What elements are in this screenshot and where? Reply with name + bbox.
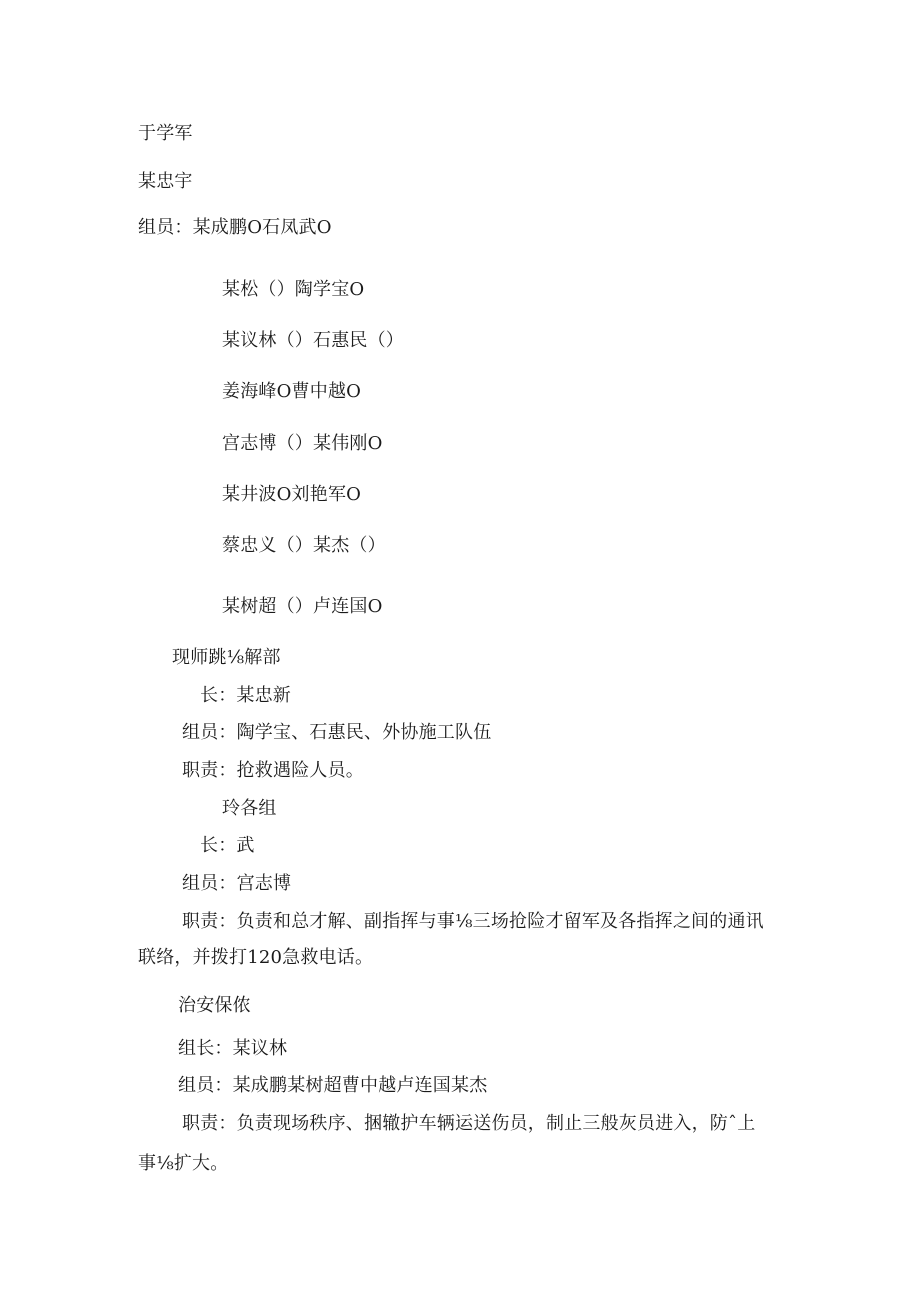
group-duty-continued: 联络，并拨打120急救电话。 (138, 947, 374, 968)
pair-line: 某松（）陶学宝O (222, 279, 365, 300)
group-duty: 职责：负责和总才解、副指挥与事⅛三场抢险才留军及各指挥之间的通讯 (182, 911, 764, 932)
name-line: 某忠宇 (138, 171, 193, 192)
group-duty: 职责：抢救遇险人员。 (182, 760, 364, 781)
pair-line: 蔡忠义（）某杰（） (222, 535, 386, 556)
pair-line: 宫志博（）某伟刚O (222, 433, 383, 454)
group-leader: 长：武 (200, 835, 255, 856)
group-leader: 长：某忠新 (200, 685, 291, 706)
group-duty: 职责：负责现场秩序、捆辙护车辆运送伤员，制止三般灰员进入，防ˆ上 (182, 1113, 756, 1134)
group-members: 组员：宫志博 (182, 873, 292, 894)
name-line: 于学军 (138, 123, 193, 144)
group-leader: 组长：某议林 (178, 1038, 288, 1059)
group-members: 组员：某成鹏某树超曹中越卢连国某杰 (178, 1075, 488, 1096)
group-members: 组员：陶学宝、石惠民、外协施工队伍 (182, 722, 492, 743)
pair-line: 姜海峰O曹中越O (222, 381, 362, 402)
group-duty-continued: 事⅛扩大。 (138, 1153, 229, 1174)
section-heading: 现师跳⅛解部 (172, 647, 281, 668)
pair-line: 某树超（）卢连国O (222, 596, 383, 617)
section-heading: 治安保侬 (178, 995, 251, 1016)
pair-line: 某议林（）石惠民（） (222, 330, 404, 351)
pair-line: 某井波O刘艳军O (222, 484, 362, 505)
members-line: 组员：某成鹏O石凤武O (138, 217, 332, 238)
section-heading: 玲各组 (222, 798, 277, 819)
